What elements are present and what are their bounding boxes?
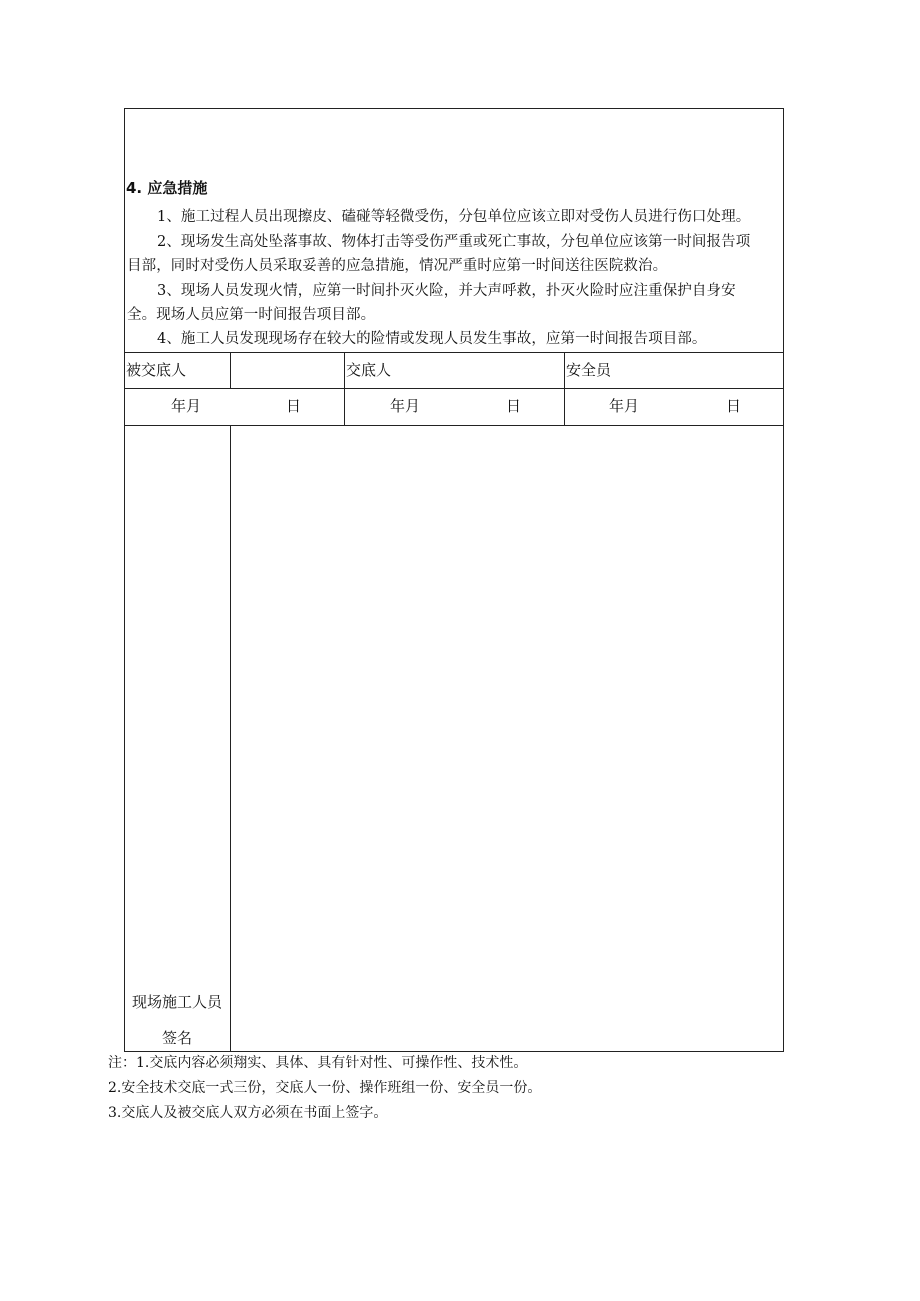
safety-officer-label: 安全员 xyxy=(566,361,612,379)
column-divider xyxy=(564,352,565,425)
date-day: 日 xyxy=(726,397,742,415)
measure-line-2: 2、现场发生高处坠落事故、物体打击等受伤严重或死亡事故，分包单位应该第一时间报告项 xyxy=(157,234,751,250)
date-day: 日 xyxy=(286,397,302,415)
date-year-month: 年月 xyxy=(390,397,421,415)
row-divider xyxy=(124,388,784,389)
row-divider xyxy=(124,425,784,426)
measure-line-1: 1、施工过程人员出现擦皮、磕碰等轻微受伤，分包单位应该立即对受伤人员进行伤口处理。 xyxy=(157,209,751,225)
note-line-1: 注：1.交底内容必须翔实、具体、具有针对性、可操作性、技术性。 xyxy=(108,1055,528,1071)
discloser-label: 交底人 xyxy=(346,361,392,379)
workers-label: 现场施工人员 xyxy=(132,993,223,1011)
column-divider xyxy=(230,352,231,388)
measure-line-2-cont: 目部，同时对受伤人员采取妥善的应急措施，情况严重时应第一时间送往医院救治。 xyxy=(127,258,668,274)
date-year-month: 年月 xyxy=(171,397,202,415)
measure-line-4: 4、施工人员发现现场存在较大的险情或发现人员发生事故，应第一时间报告项目部。 xyxy=(157,331,707,347)
column-divider xyxy=(230,425,231,1052)
recipient-label: 被交底人 xyxy=(126,361,187,379)
measure-line-3: 3、现场人员发现火情，应第一时间扑灭火险，并大声呼救，扑灭火险时应注重保护自身安 xyxy=(157,283,736,299)
column-divider xyxy=(344,352,345,425)
note-line-3: 3.交底人及被交底人双方必须在书面上签字。 xyxy=(108,1105,388,1121)
note-line-2: 2.安全技术交底一式三份，交底人一份、操作班组一份、安全员一份。 xyxy=(108,1080,542,1096)
measure-line-3-cont: 全。现场人员应第一时间报告项目部。 xyxy=(127,307,376,323)
section-heading: 4. 应急措施 xyxy=(126,179,208,197)
row-divider xyxy=(124,352,784,353)
date-year-month: 年月 xyxy=(609,397,640,415)
date-day: 日 xyxy=(506,397,522,415)
workers-sign-label: 签名 xyxy=(162,1029,193,1047)
